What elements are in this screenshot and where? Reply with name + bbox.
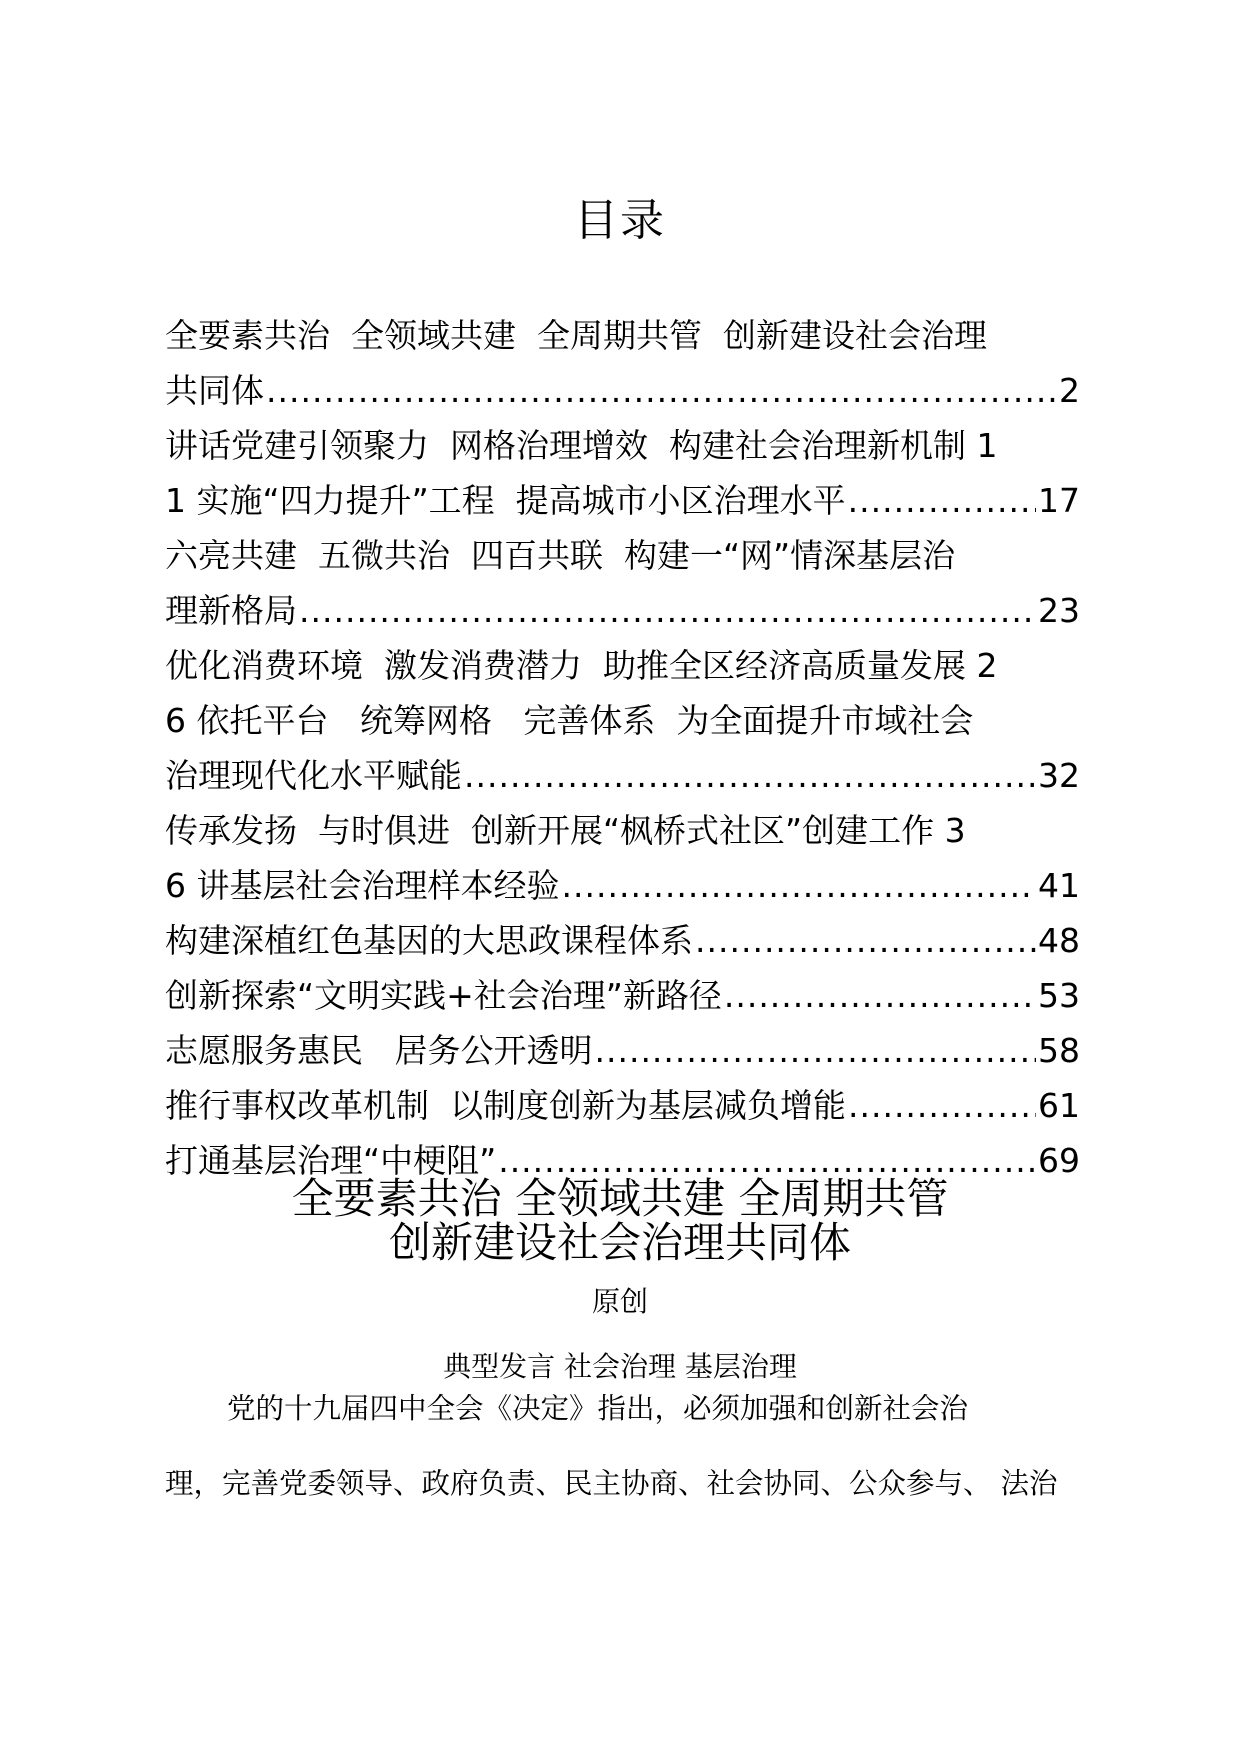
- article-tags: 典型发言 社会治理 基层治理: [443, 1350, 797, 1383]
- article-body: [165, 1389, 1100, 1504]
- toc-entry-text: 全要素共治 全领域共建 全周期共管 创新建设社会治理: [165, 316, 987, 355]
- toc-entry-text: 理新格局: [165, 591, 297, 630]
- body-paragraph-line: 理，完善党委领导、政府负责、民主协商、社会协同、公众参与、 法治: [165, 1467, 1058, 1500]
- toc-dot-leader: [594, 1023, 1036, 1078]
- toc-page-number: 58: [1038, 1031, 1080, 1070]
- article-title-line-2: 创新建设社会治理共同体: [388, 1218, 851, 1267]
- toc-entry-line[interactable]: [165, 803, 1080, 858]
- toc-dot-leader: [848, 473, 1036, 528]
- toc-entry-line[interactable]: [165, 968, 1080, 1023]
- toc-entry-line[interactable]: [165, 418, 1080, 473]
- toc-entry-text: 推行事权改革机制 以制度创新为基层减负增能: [165, 1086, 846, 1125]
- toc-entry-text: 共同体: [165, 371, 264, 410]
- toc-dot-leader: [695, 913, 1036, 968]
- toc-dot-leader: [266, 363, 1057, 418]
- toc-page-number: 41: [1038, 866, 1080, 905]
- toc-entry-line[interactable]: [165, 913, 1080, 968]
- toc-page-number: 69: [1038, 1141, 1080, 1180]
- toc-entry-line[interactable]: [165, 473, 1080, 528]
- toc-dot-leader: [848, 1078, 1036, 1133]
- toc-page-number: 23: [1038, 591, 1080, 630]
- table-of-contents: [165, 308, 1080, 1188]
- toc-page-number: 32: [1038, 756, 1080, 795]
- toc-entry-line[interactable]: [165, 528, 1080, 583]
- toc-entry-text: 创新探索“文明实践+社会治理”新路径: [165, 976, 722, 1015]
- toc-entry-text: 优化消费环境 激发消费潜力 助推全区经济高质量发展 2: [165, 646, 998, 685]
- body-paragraph-line: 党的十九届四中全会《决定》指出，必须加强和创新社会治: [227, 1392, 969, 1425]
- article-source: 原创: [591, 1285, 648, 1318]
- toc-entry-line[interactable]: [165, 748, 1080, 803]
- toc-entry-text: 打通基层治理“中梗阻”: [165, 1141, 497, 1180]
- toc-dot-leader: [724, 968, 1036, 1023]
- toc-page-number: 61: [1038, 1086, 1080, 1125]
- toc-dot-leader: [464, 748, 1036, 803]
- toc-entry-line[interactable]: [165, 583, 1080, 638]
- toc-title: 目录: [574, 195, 666, 246]
- toc-entry-line[interactable]: [165, 638, 1080, 693]
- toc-page-number: 48: [1038, 921, 1080, 960]
- toc-page-number: 2: [1059, 371, 1080, 410]
- toc-page-number: 17: [1038, 481, 1080, 520]
- toc-entry-text: 6 依托平台 统筹网格 完善体系 为全面提升市域社会: [165, 701, 974, 740]
- toc-entry-text: 1 实施“四力提升”工程 提高城市小区治理水平: [165, 481, 846, 520]
- toc-entry-text: 志愿服务惠民 居务公开透明: [165, 1031, 593, 1070]
- toc-entry-text: 构建深植红色基因的大思政课程体系: [165, 921, 693, 960]
- toc-entry-line[interactable]: [165, 308, 1080, 363]
- toc-entry-line[interactable]: [165, 1078, 1080, 1133]
- toc-dot-leader: [299, 583, 1036, 638]
- toc-page-number: 53: [1038, 976, 1080, 1015]
- article-title: [0, 1174, 1240, 1267]
- toc-entry-text: 六亮共建 五微共治 四百共联 构建一“网”情深基层治: [165, 536, 956, 575]
- article-title-line-1: 全要素共治 全领域共建 全周期共管: [291, 1174, 949, 1223]
- toc-entry-text: 治理现代化水平赋能: [165, 756, 462, 795]
- toc-entry-text: 讲话党建引领聚力 网格治理增效 构建社会治理新机制 1: [165, 426, 998, 465]
- toc-entry-line[interactable]: [165, 1023, 1080, 1078]
- toc-entry-text: 传承发扬 与时俱进 创新开展“枫桥式社区”创建工作 3: [165, 811, 966, 850]
- toc-dot-leader: [562, 858, 1037, 913]
- toc-entry-line[interactable]: [165, 693, 1080, 748]
- toc-entry-text: 6 讲基层社会治理样本经验: [165, 866, 560, 905]
- toc-entry-line[interactable]: [165, 858, 1080, 913]
- toc-entry-line[interactable]: [165, 363, 1080, 418]
